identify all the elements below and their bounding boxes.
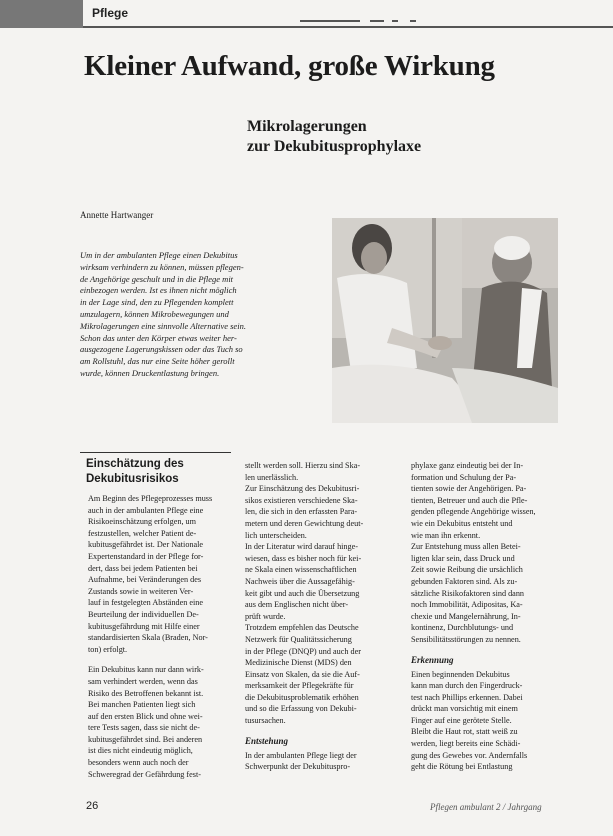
text-line: Expertenstandard in der Pflege for-: [88, 551, 204, 561]
text-line: Zur Einschätzung des Dekubitusri-: [245, 484, 360, 494]
text-line: Bleibt die Haut rot, statt weiß zu: [411, 727, 518, 737]
text-line: tienten, Betreuer und auch die Pfle-: [411, 495, 528, 505]
paragraph-gap: [245, 727, 403, 736]
text-line: wie man ihn erkennt.: [411, 530, 481, 540]
lead-line: ausgezogene Lagerungskissen oder das Tuch so: [80, 344, 243, 355]
text-line: Netzwerk für Qualitätssicherung: [245, 634, 352, 644]
text-line: Beurteilung der individuellen De-: [88, 609, 199, 619]
text-line: Einen beginnenden Dekubitus: [411, 669, 510, 679]
paragraph-gap: [411, 646, 561, 655]
text-column-2: [245, 460, 403, 773]
rule-mark: [300, 20, 360, 22]
text-line: ligten klar sein, dass Druck und: [411, 553, 515, 563]
text-line: gebunden Faktoren sind. Als zu-: [411, 576, 518, 586]
text-line: und so die Erfassung von Dekubi-: [245, 704, 357, 714]
text-line: Zustands sowie in weiteren Ver-: [88, 586, 194, 596]
lead-line: am Rollstuhl, das nur eine Seite höher gerollt: [80, 356, 235, 367]
text-line: tienten sowie der Angehörigen. Pa-: [411, 484, 527, 494]
section-label: Pflege: [92, 6, 129, 20]
subheading-erkennung: Erkennung: [411, 654, 454, 665]
text-line: Schwerpunkt der Dekubituspro-: [245, 762, 351, 772]
text-line: aus dem Englischen nicht über-: [245, 600, 349, 610]
text-line: Risikoeinschätzung erfolgen, um: [88, 517, 197, 527]
text-line: die Dekubitusproblematik erhöhen: [245, 692, 359, 702]
text-line: kubitusgefährdet sind. Bei anderen: [88, 734, 203, 744]
text-line: lich unterscheiden.: [245, 530, 307, 540]
text-line: gung des Gewebes vor. Andernfalls: [411, 750, 528, 760]
text-line: sätzliche Risikofaktoren sind dann: [411, 588, 525, 598]
text-line: auf den ersten Blick und ohne wei-: [88, 711, 203, 721]
text-line: auch in der ambulanten Pflege eine: [88, 505, 204, 515]
text-line: Einsatz von Skalen, da sie die Auf-: [245, 669, 360, 679]
lead-line: de Angehörige geschult und in die Pflege mit: [80, 273, 234, 284]
text-line: sikos existieren verschiedene Ska-: [245, 495, 358, 505]
text-line: wie ein Dekubitus entsteht und: [411, 518, 513, 528]
text-column-3: [411, 460, 561, 773]
rule-mark: [370, 20, 384, 22]
heading-line: Dekubitusrisikos: [86, 473, 179, 485]
text-line: len unerlässlich.: [245, 472, 299, 482]
text-line: Zur Entstehung muss allen Betei-: [411, 542, 521, 552]
text-line: kubitusgefährdet ist. Der Nationale: [88, 540, 204, 550]
rule-mark: [392, 20, 398, 22]
lead-line: in der Lage sind, den zu Pflegenden komplett: [80, 297, 234, 308]
text-line: festzustellen, welcher Patient de-: [88, 528, 197, 538]
text-line: Bei manchen Patienten liegt sich: [88, 700, 196, 710]
article-photo: [332, 218, 558, 423]
text-line: metern und deren Gewichtung deut-: [245, 518, 364, 528]
subtitle-line: Mikrolagerungen: [247, 118, 367, 135]
text-line: ne Skala einen wissenschaftlichen: [245, 565, 357, 575]
text-line: Sensibilitätsstörungen zu nennen.: [411, 634, 521, 644]
text-line: prüft wurde.: [245, 611, 286, 621]
section-tab: [0, 0, 83, 28]
text-column-1: [88, 493, 231, 780]
footer-journal: Pflegen ambulant 2 / Jahrgang: [430, 802, 542, 812]
text-line: werden, liegt bereits eine Schädi-: [411, 739, 521, 749]
text-line: Nachweis über die Aussagefähig-: [245, 576, 355, 586]
lead-paragraph: [80, 250, 328, 380]
rule-mark: [410, 20, 416, 22]
heading-rule: [80, 452, 231, 453]
text-line: Finger auf eine gerötete Stelle.: [411, 715, 512, 725]
text-line: len, die sich in den erfassten Para-: [245, 507, 358, 517]
top-rule: [83, 26, 613, 28]
text-line: standardisierten Skala (Braden, Nor-: [88, 633, 208, 643]
text-line: Aufnahme, bei Veränderungen des: [88, 575, 202, 585]
text-line: kontinenz, Durchblutungs- und: [411, 623, 514, 633]
text-line: stellt werden soll. Hierzu sind Ska-: [245, 461, 361, 470]
text-line: Ein Dekubitus kann nur dann wirk-: [88, 665, 204, 675]
text-line: formation und Schulung der Pa-: [411, 472, 517, 482]
lead-line: umzulagern, können Mikrobewegungen und: [80, 308, 229, 319]
text-line: in der Pflege (DNQP) und auch der: [245, 646, 361, 656]
text-line: drückt man vorsichtig mit einem: [411, 704, 518, 714]
text-line: Trotzdem empfehlen das Deutsche: [245, 623, 359, 633]
lead-line: einbezogen werden. Ist es ihnen nicht möglich: [80, 285, 237, 296]
text-line: wiesen, dass es bisher noch für kei-: [245, 553, 362, 563]
subheading-entstehung: Entstehung: [245, 735, 289, 746]
text-line: tusursachen.: [245, 716, 286, 726]
text-line: keit gibt und auch die Übersetzung: [245, 588, 360, 598]
text-line: Am Beginn des Pflegeprozesses muss: [88, 494, 213, 503]
lead-line: wirksam verhindern zu können, müssen pflegen-: [80, 261, 244, 272]
text-line: dert, dass bei jedem Patienten bei: [88, 563, 198, 573]
article-subtitle: [247, 117, 421, 157]
text-line: Schweregrad der Gefährdung fest-: [88, 769, 201, 779]
text-line: ist dies nicht eindeutig möglich,: [88, 746, 193, 756]
text-line: noch Immobilität, Adipositas, Ka-: [411, 600, 523, 610]
text-line: merksamkeit der Pflegekräfte für: [245, 681, 354, 691]
text-line: In der Literatur wird darauf hinge-: [245, 542, 358, 552]
lead-line: Um in der ambulanten Pflege einen Dekubitus: [80, 250, 238, 260]
author: Annette Hartwanger: [80, 210, 154, 220]
text-line: Zeit sowie Reibung die ursächlich: [411, 565, 523, 575]
paragraph-gap: [88, 655, 231, 664]
text-line: phylaxe ganz eindeutig bei der In-: [411, 461, 524, 470]
text-line: geht die Rötung bei Entlastung: [411, 762, 513, 772]
lead-line: wurde, können Druckentlastung bringen.: [80, 367, 220, 378]
heading-line: Einschätzung des: [86, 458, 184, 470]
text-line: Medizinische Dienst (MDS) den: [245, 658, 352, 668]
text-line: besonders wenn auch noch der: [88, 758, 189, 768]
text-line: sam verhindert werden, wenn das: [88, 676, 198, 686]
section-heading: [86, 457, 184, 487]
text-line: genden pflegende Angehörige wissen,: [411, 507, 536, 517]
subtitle-line: zur Dekubitusprophylaxe: [247, 138, 422, 155]
photo-illustration: [332, 218, 558, 423]
text-line: Risiko des Betroffenen bekannt ist.: [88, 688, 204, 698]
text-line: In der ambulanten Pflege liegt der: [245, 750, 357, 760]
text-line: ton) erfolgt.: [88, 644, 128, 654]
page-number: 26: [86, 800, 99, 812]
text-line: chexie und Mangelernährung, In-: [411, 611, 521, 621]
text-line: tere Tests sagen, dass sie nicht de-: [88, 723, 200, 733]
lead-line: Schon das unter den Körper etwas weiter her-: [80, 332, 237, 343]
text-line: kubitusgefährdung mit Hilfe einer: [88, 621, 200, 631]
article-title: Kleiner Aufwand, große Wirkung: [84, 50, 495, 82]
text-line: lauf in festgelegten Abständen eine: [88, 598, 204, 608]
text-line: test nach Phillips erkennen. Dabei: [411, 692, 523, 702]
text-line: kann man durch den Fingerdruck-: [411, 681, 523, 691]
lead-line: Mikrolagerungen eine sinnvolle Alternative sein.: [80, 320, 246, 331]
